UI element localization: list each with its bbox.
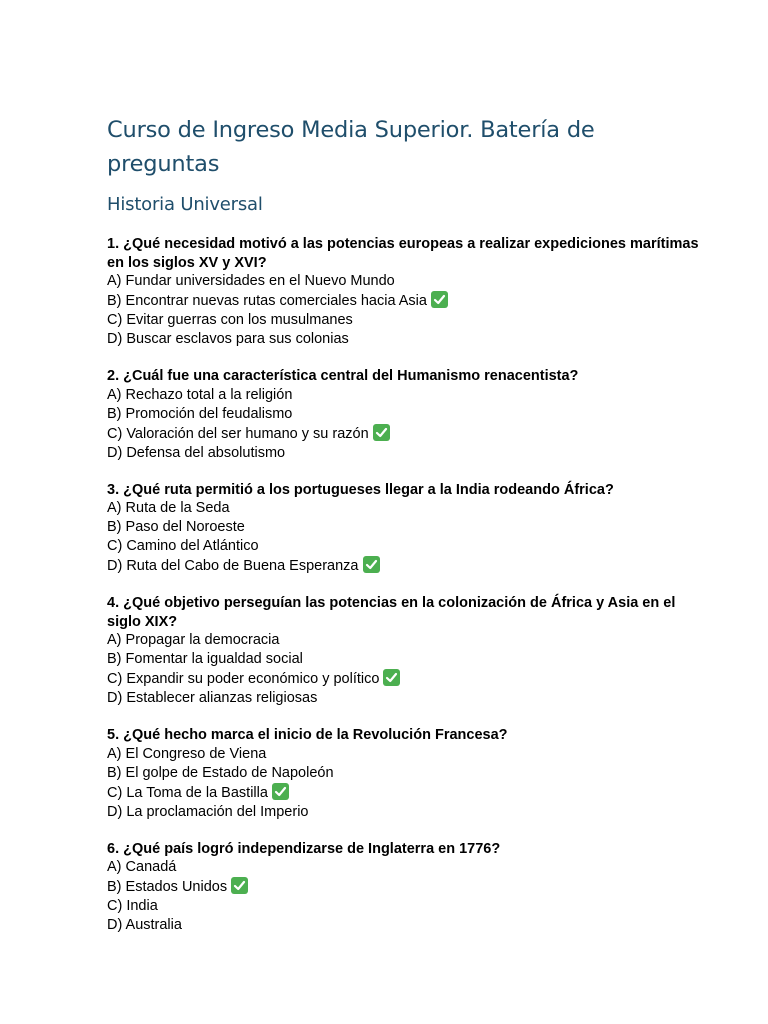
question-item	[107, 840, 707, 936]
answer-label: A) El Congreso de Viena	[107, 745, 267, 762]
answer-label: C) India	[107, 898, 158, 914]
answer-option	[107, 537, 707, 556]
answer-option	[107, 745, 707, 764]
question-item	[107, 367, 707, 463]
answer-option	[107, 444, 707, 463]
answer-option	[107, 386, 707, 405]
answer-option	[107, 499, 707, 518]
answer-option	[107, 803, 707, 822]
question-text: 2. ¿Cuál fue una característica central del Humanismo renacentista?	[107, 368, 579, 384]
answer-option-correct	[107, 669, 707, 689]
answer-option	[107, 764, 707, 783]
answer-label: C) Evitar guerras con los musulmanes	[107, 312, 353, 328]
answer-label: C) Expandir su poder económico y político	[107, 671, 380, 687]
answer-label: B) Encontrar nuevas rutas comerciales hacia Asia	[107, 293, 427, 309]
answer-label: A) Propagar la democracia	[107, 632, 280, 648]
answer-option	[107, 897, 707, 916]
answer-label: D) Australia	[107, 917, 182, 933]
question-text: 3. ¿Qué ruta permitió a los portugueses llegar a la India rodeando África?	[107, 481, 614, 498]
answer-option	[107, 858, 707, 877]
check-mark-icon	[272, 783, 289, 800]
answer-option-correct	[107, 291, 707, 311]
document-page	[107, 113, 707, 953]
answer-label: C) La Toma de la Bastilla	[107, 784, 268, 801]
answer-option	[107, 311, 707, 330]
question-item	[107, 481, 707, 577]
answer-option-correct	[107, 877, 707, 897]
answer-option-correct	[107, 424, 707, 444]
check-mark-icon	[373, 424, 390, 441]
page-title: Curso de Ingreso Media Superior. Batería de preguntas	[107, 117, 595, 177]
answer-label: C) Valoración del ser humano y su razón	[107, 425, 369, 442]
answer-option	[107, 650, 707, 669]
answer-option	[107, 272, 707, 291]
answer-label: B) El golpe de Estado de Napoleón	[107, 764, 334, 781]
answer-label: D) Defensa del absolutismo	[107, 444, 286, 461]
answer-options	[107, 745, 707, 822]
answer-option	[107, 405, 707, 424]
answer-label: D) Buscar esclavos para sus colonias	[107, 331, 349, 347]
answer-label: B) Paso del Noroeste	[107, 519, 245, 535]
answer-label: D) Ruta del Cabo de Buena Esperanza	[107, 558, 359, 574]
answer-label: A) Rechazo total a la religión	[107, 386, 293, 403]
answer-options	[107, 386, 707, 463]
question-text: 1. ¿Qué necesidad motivó a las potencias europeas a realizar expediciones marítimas en los siglos XV y XVI?	[107, 236, 699, 271]
question-text: 5. ¿Qué hecho marca el inicio de la Revolución Francesa?	[107, 727, 508, 743]
answer-label: B) Estados Unidos	[107, 879, 228, 895]
answer-option-correct	[107, 556, 707, 576]
question-text: 4. ¿Qué objetivo perseguían las potencias en la colonización de África y Asia en el siglo XIX?	[107, 595, 676, 630]
answer-label: D) Establecer alianzas religiosas	[107, 690, 318, 706]
answer-option	[107, 916, 707, 935]
check-mark-icon	[231, 877, 248, 894]
check-mark-icon	[363, 556, 380, 573]
answer-options	[107, 858, 707, 935]
answer-option	[107, 689, 707, 708]
question-item	[107, 235, 707, 349]
answer-label: B) Fomentar la igualdad social	[107, 651, 303, 667]
check-mark-icon	[431, 291, 448, 308]
answer-label: A) Canadá	[107, 859, 177, 875]
answer-options	[107, 272, 707, 349]
answer-option	[107, 330, 707, 349]
answer-option	[107, 518, 707, 537]
check-mark-icon	[383, 669, 400, 686]
answer-options	[107, 631, 707, 708]
question-item	[107, 726, 707, 822]
question-item	[107, 594, 707, 708]
answer-label: A) Fundar universidades en el Nuevo Mundo	[107, 273, 395, 289]
answer-options	[107, 499, 707, 576]
question-list	[107, 235, 707, 935]
answer-label: D) La proclamación del Imperio	[107, 803, 309, 820]
question-text: 6. ¿Qué país logró independizarse de Inglaterra en 1776?	[107, 840, 501, 857]
answer-option-correct	[107, 783, 707, 803]
answer-label: C) Camino del Atlántico	[107, 538, 259, 554]
answer-label: A) Ruta de la Seda	[107, 500, 230, 516]
section-subtitle: Historia Universal	[107, 194, 263, 215]
answer-option	[107, 631, 707, 650]
answer-label: B) Promoción del feudalismo	[107, 405, 293, 422]
